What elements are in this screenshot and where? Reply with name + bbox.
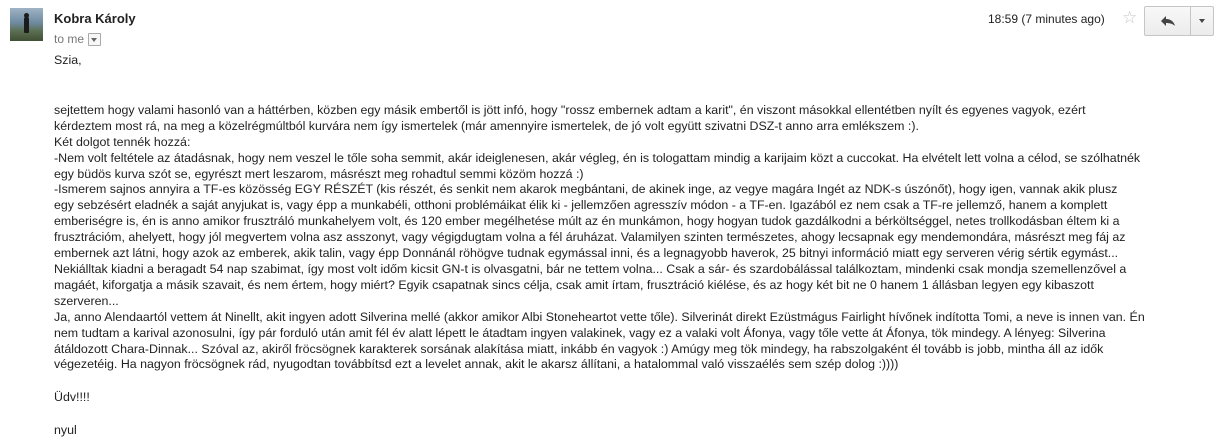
avatar-figure: [24, 17, 29, 33]
body-line: nem tudtam a karival azonosulni, így pár forduló után amit fél év alatt lépett le átadtam ingyen valakinek, vagy ez a valaki volt Áfonya, vagy tőle vette át Áfonya, tök mindegy. A lényeg: Silverina: [54, 325, 1106, 340]
reply-icon: [1160, 15, 1176, 27]
body-line: -Ismerem sajnos annyira a TF-es közösség EGY RÉSZÉT (kis részét, és senkit nem akarok megbántani, de akinek inge, az vegye magára Ingét az NDK-s úszónőt), hogy igen, vannak akik plusz: [54, 182, 1118, 197]
recipient-line: [54, 32, 101, 46]
greeting: Szia,: [54, 53, 82, 67]
body-line: végezetéig. Ha nagyon fröcsögnek rád, nyugodtan továbbítsd ezt a levelet annak, akit le akarsz állítani, a hatalommal való visszaélés sem szép dolog :)))): [54, 357, 899, 372]
signature: nyul: [54, 423, 77, 438]
closing: Üdv!!!!: [54, 390, 90, 405]
body-line: egy büdös kurva szót se, egyrészt mert leszarom, másrészt meg rohadtul semmi közöm hozzá :): [54, 166, 584, 181]
body-line: emberiségre is, én is anno amikor frusztráló munkahelyem volt, és 120 ember megélhetése múlt az én munkámon, hogy hogyan tudok gazdálkodni a bérköltséggel, netes trollkodásban éltem ki a: [54, 214, 1120, 229]
sender-avatar[interactable]: [10, 8, 43, 41]
star-icon[interactable]: ☆: [1122, 8, 1138, 27]
message-body: [54, 53, 1214, 439]
body-line: embernek azt látni, hogy azok az emberek, akik talin, vagy épp Donnánál röhögve tudnak egymással inni, és a legnagyobb haverok, 25 bitnyi információ miatt egy serveren vérig sértik egymást...: [54, 246, 1119, 261]
show-details-dropdown[interactable]: [88, 33, 101, 46]
body-line: Két dolgot tennék hozzá:: [54, 134, 191, 149]
body-line: egy sebzésért eladnék a saját anyjukat is, vagy épp a munkabéli, otthoni problémáikat élik ki - jellemzően agresszív módon - a TF-en. Igazából ez nem csak a TF-re jellemző, hanem a komplett: [54, 198, 1108, 213]
body-line: szerveren...: [54, 293, 119, 308]
body-line: Nekiálltak kiadni a beragadt 54 nap szabimat, így most volt időm kicsit GN-t is olvasgatni, bár ne tettem volna... Csak a sár- és szardobálással találkoztam, mindenki csak mondja szemellenzővel a: [54, 261, 1127, 276]
body-line: -Nem volt feltétele az átadásnak, hogy nem veszel le tőle soha semmit, akár ideiglenesen, akár végleg, én is tologattam mindig a karijaim közt a cuccokat. Ha elvételt lett volna a célod, se szólhatnék: [54, 150, 1141, 165]
sender-name[interactable]: Kobra Károly: [54, 11, 136, 26]
reply-button-group: [1144, 6, 1214, 36]
body-line: Ja, anno Alendaartól vettem át Ninellt, akit ingyen adott Silverina mellé (akkor amikor Albi Stoneheartot vette tőle). Silverinát direkt Ezüstmágus Fairlight hívőnek indította Tomi, a neve is innen van. Én: [54, 309, 1145, 324]
recipient-label: to me: [54, 32, 85, 46]
body-line: magáét, kiforgatja a másik szavait, és nem értem, hogy miért? Egyik csapatnak sincs célja, csak amit írtam, frusztráció kiélése, és az hogy két bit ne 0 hanem 1 állásban legyen egy kibaszott: [54, 277, 1094, 292]
body-line: frusztrációm, ahelyett, hogy jól megvertem volna asz asszonyt, vagy végigdugtam volna a fél áruházat. Valamilyen szinten természetes, ahogy lecsapnak egy mendemondára, másrészt meg fáj az: [54, 230, 1126, 245]
message-timestamp: 18:59 (7 minutes ago): [988, 12, 1105, 26]
body-line: kérdeztem most rá, na meg a közelrégmúltból kurvára nem így ismertelek (már amennyire ismertelek, de jó volt együtt szivatni DSZ-t anno arra emlékszem :).: [54, 118, 919, 133]
body-line: sejtettem hogy valami hasonló van a háttérben, közben egy másik embertől is jött infó, hogy "rossz embernek adtam a karit", én viszont másokkal ellentétben nyílt és egyenes vagyok, ezért: [54, 102, 1086, 117]
reply-button[interactable]: [1145, 7, 1191, 35]
body-line: átáldozott Chara-Dinnak... Szóval az, akiről fröcsögnek karakterek sorsának alakítása miatt, inkább én vagyok :) Amúgy meg tök mindegy, ha rabszolgaként él tovább is jobb, mintha áll az idők: [54, 341, 1104, 356]
more-options-button[interactable]: [1191, 7, 1213, 35]
